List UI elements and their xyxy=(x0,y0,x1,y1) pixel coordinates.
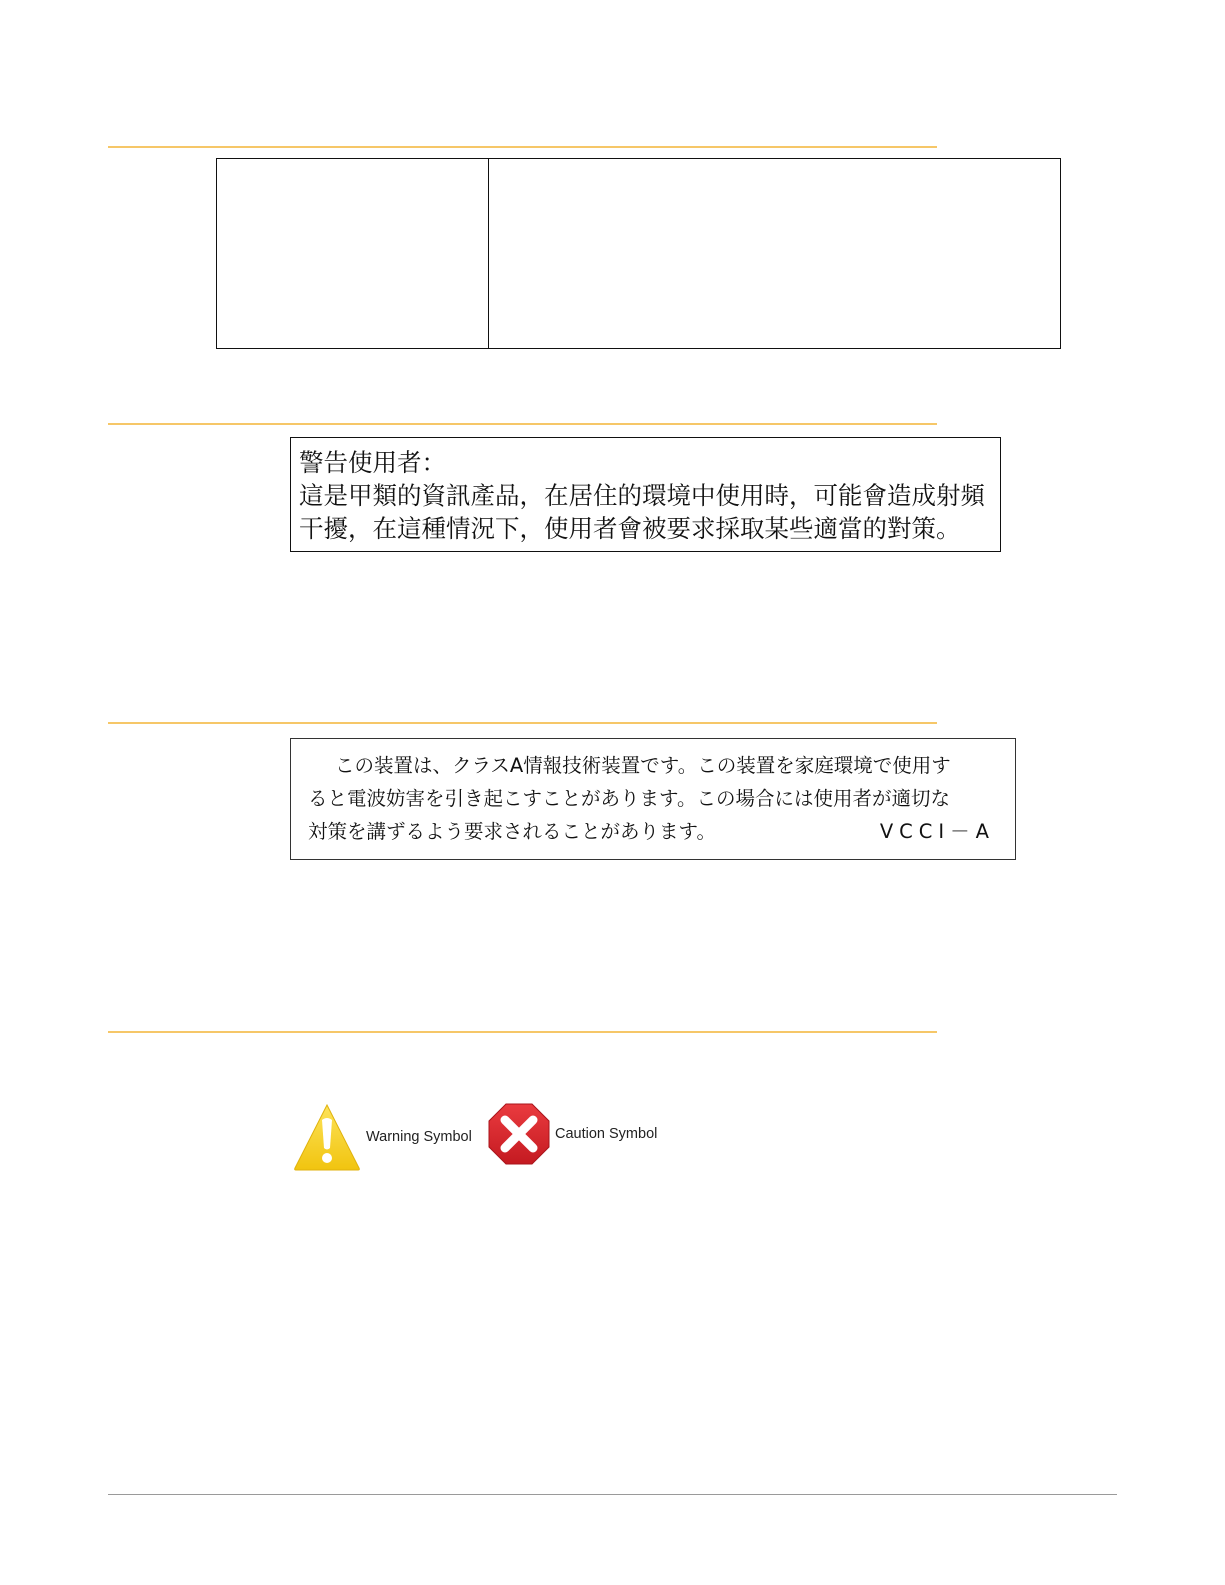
bsmi-heading: 警告使用者： xyxy=(299,448,446,477)
table-cell-left xyxy=(217,159,489,348)
vcci-line-3-text: 対策を講ずるよう要求されることがあります。 xyxy=(308,820,716,843)
caution-symbol-group xyxy=(487,1102,657,1166)
vcci-line-2: ると電波妨害を引き起こすことがあります。この場合には使用者が適切な xyxy=(308,787,950,810)
section-divider xyxy=(108,722,937,724)
bsmi-line-1: 這是甲類的資訊產品，在居住的環境中使用時，可能會造成射頻 xyxy=(299,481,985,510)
caution-symbol-label: Caution Symbol xyxy=(555,1126,658,1142)
caution-octagon-icon xyxy=(487,1102,551,1166)
vcci-class-mark: VCCI－A xyxy=(879,820,995,843)
table-cell-right xyxy=(489,159,1060,348)
warning-symbol-label: Warning Symbol xyxy=(366,1129,472,1145)
footer-divider xyxy=(108,1494,1117,1495)
vcci-line-1: この装置は、クラスA情報技術装置です。この装置を家庭環境で使用す xyxy=(335,754,951,777)
empty-table xyxy=(216,158,1061,349)
bsmi-line-2: 干擾，在這種情況下，使用者會被要求採取某些適當的對策。 xyxy=(299,514,961,543)
section-divider xyxy=(108,423,937,425)
section-divider xyxy=(108,1031,937,1033)
section-divider xyxy=(108,146,937,148)
vcci-notice xyxy=(290,738,1016,860)
warning-symbol-group xyxy=(292,1102,472,1172)
vcci-line-3 xyxy=(291,815,1015,848)
warning-triangle-icon xyxy=(292,1102,362,1172)
bsmi-warning-notice xyxy=(290,437,1001,552)
